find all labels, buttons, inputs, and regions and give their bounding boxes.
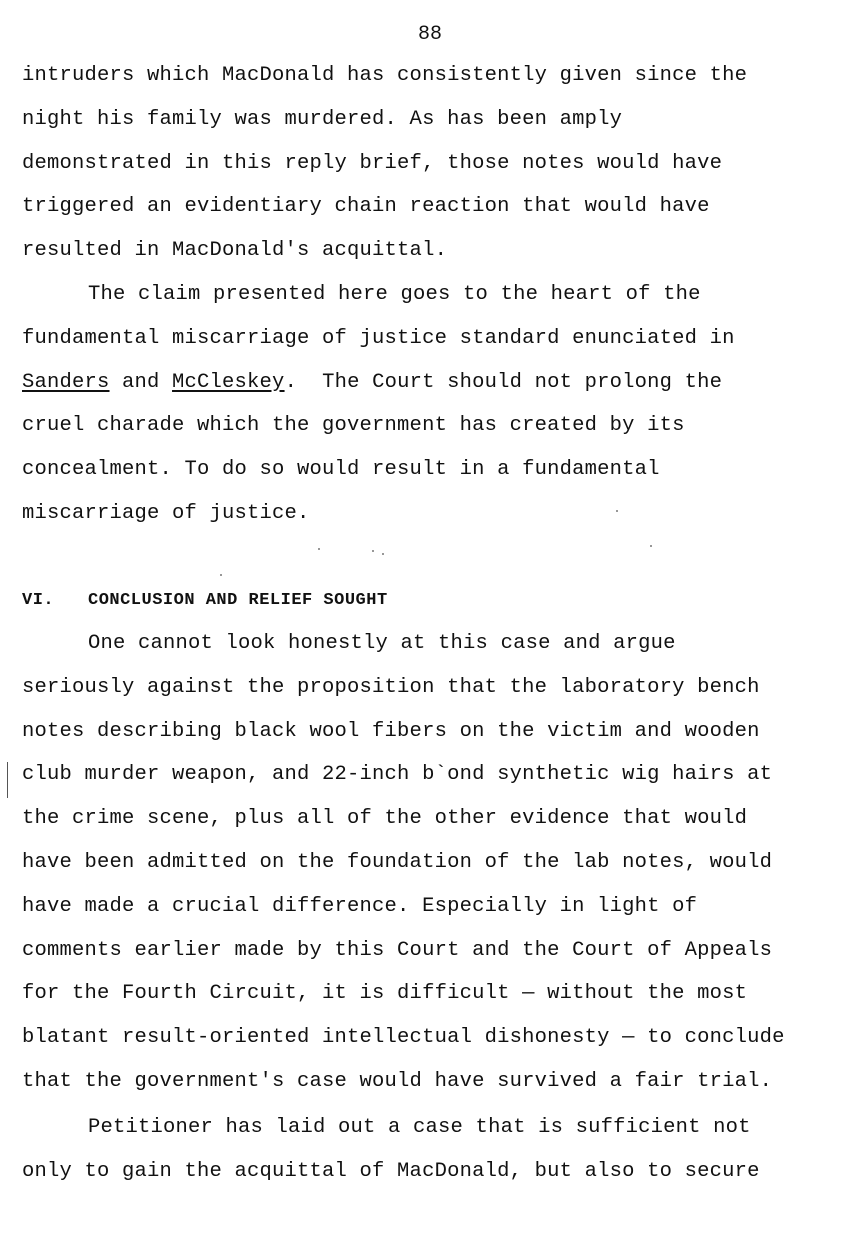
scan-speck xyxy=(372,550,374,552)
text-line: have made a crucial difference. Especially in light of xyxy=(22,894,698,918)
text-line: only to gain the acquittal of MacDonald, but also to secure xyxy=(22,1159,760,1183)
paragraph-continuation xyxy=(22,54,842,273)
text-line: comments earlier made by this Court and the Court of Appeals xyxy=(22,938,773,962)
text-line: notes describing black wool fibers on the victim and wooden xyxy=(22,719,760,743)
scan-speck xyxy=(382,553,384,555)
text-line: blatant result-oriented intellectual dishonesty — to conclude xyxy=(22,1026,785,1050)
text-line: intruders which MacDonald has consistently given since the xyxy=(22,64,748,87)
paragraph-miscarriage-of-justice xyxy=(22,273,842,536)
paragraph-petitioner xyxy=(22,1106,842,1194)
section-number: VI. xyxy=(22,591,55,610)
text-line: One cannot look honestly at this case and argue xyxy=(88,632,676,655)
section-title: CONCLUSION AND RELIEF SOUGHT xyxy=(88,591,388,610)
text-line-with-citations xyxy=(22,361,842,405)
text-line: resulted in MacDonald's acquittal. xyxy=(22,239,448,263)
section-heading xyxy=(22,588,388,614)
page-number: 88 xyxy=(417,23,442,46)
paragraph-conclusion xyxy=(22,622,842,1104)
text-line: the crime scene, plus all of the other evidence that would xyxy=(22,807,748,831)
text-fragment: . The Court should not prolong the xyxy=(284,370,723,394)
text-line: club murder weapon, and 22-inch b`ond synthetic wig hairs at xyxy=(22,763,773,787)
case-citation-mccleskey: McCleskey xyxy=(172,370,285,394)
text-line: night his family was murdered. As has been amply xyxy=(22,107,623,131)
scan-speck xyxy=(650,545,652,547)
scan-speck xyxy=(220,574,222,576)
text-line: demonstrated in this reply brief, those notes would have xyxy=(22,151,723,175)
text-line: cruel charade which the government has created by its xyxy=(22,414,685,438)
text-line: seriously against the proposition that the laboratory bench xyxy=(22,675,760,699)
text-line: Petitioner has laid out a case that is sufficient not xyxy=(88,1116,751,1139)
text-line: for the Fourth Circuit, it is difficult — without the most xyxy=(22,982,748,1006)
scan-speck xyxy=(616,510,618,512)
scan-speck xyxy=(318,548,320,550)
text-line: concealment. To do so would result in a fundamental xyxy=(22,458,660,482)
text-line: fundamental miscarriage of justice standard enunciated in xyxy=(22,326,735,350)
text-fragment: and xyxy=(109,370,173,394)
text-line: that the government's case would have survived a fair trial. xyxy=(22,1069,773,1093)
text-line: The claim presented here goes to the heart of the xyxy=(88,283,701,306)
margin-mark xyxy=(7,762,8,798)
text-line: have been admitted on the foundation of the lab notes, would xyxy=(22,850,773,874)
text-line: miscarriage of justice. xyxy=(22,501,310,525)
text-line: triggered an evidentiary chain reaction that would have xyxy=(22,195,710,219)
case-citation-sanders: Sanders xyxy=(22,370,110,394)
